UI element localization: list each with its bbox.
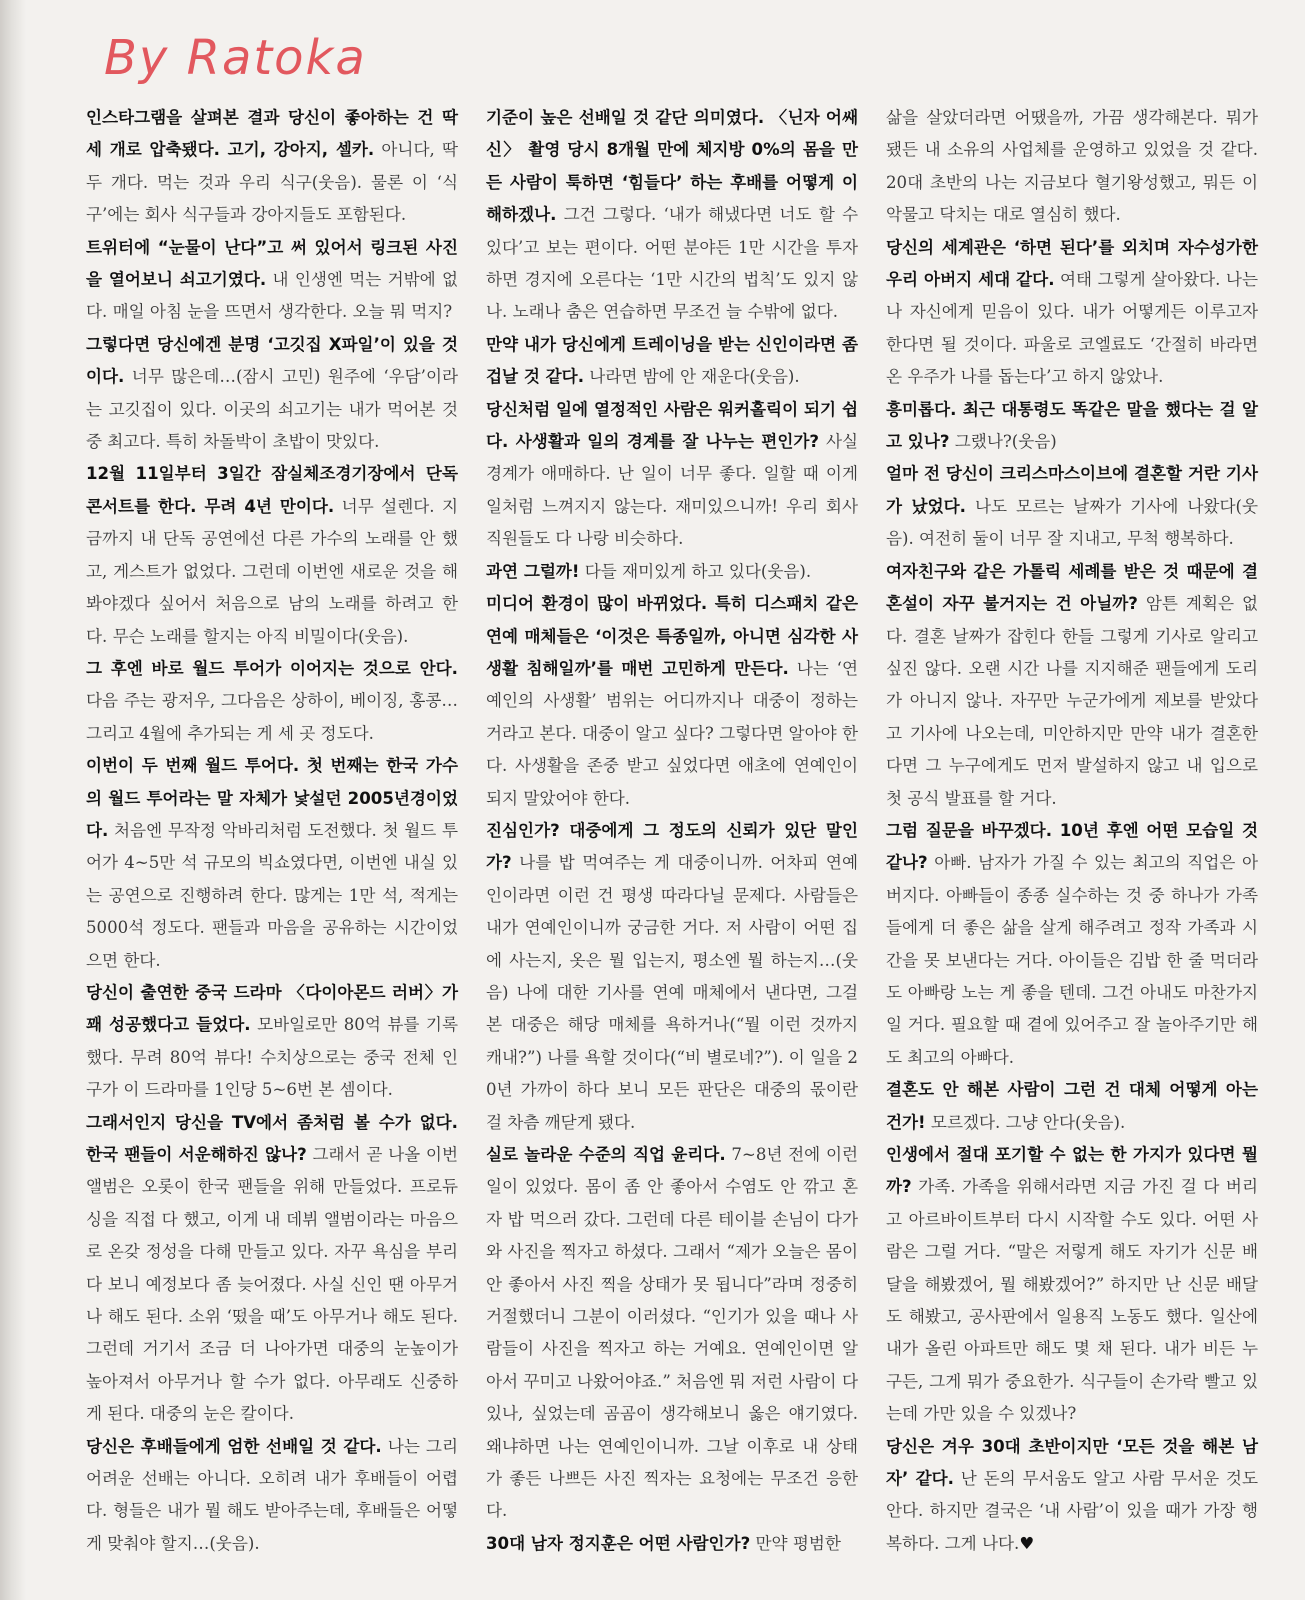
interview-question: 그렇다면 당신에겐 분명 ‘고깃집 X파일’이 있을 것이다. <box>86 334 458 387</box>
page-spine-shadow <box>0 0 26 1600</box>
interview-paragraph <box>86 102 458 232</box>
interview-answer: 가족. 가족을 위해서라면 지금 가진 걸 다 버리고 아르바이트부터 다시 시작할 수도 있다. 어떤 사람은 그럴 거다. “말은 저렇게 해도 자기가 신문 배달을 해봤겠어, 뭘 해봤겠어?” 하지만 난 신문 배달도 해봤고, 공사판에서 일용직 노동도 했다. 일산에 내가 올린 아파트만 해도 몇 채 된다. 내가 비든 누구든, 그게 뭐가 중요한가. 식구들이 손가락 빨고 있는데 가만 있을 수 있겠나? <box>886 1177 1258 1424</box>
interview-answer: 나는 그리 어려운 선배는 아니다. 오히려 내가 후배들이 어렵다. 형들은 내가 뭘 해도 받아주는데, 후배들은 어떻게 맞춰야 할지…(웃음). <box>86 1436 458 1553</box>
interview-answer: 암튼 계획은 없다. 결혼 날짜가 잡힌다 한들 그렇게 기사로 알리고 싶진 않다. 오랜 시간 나를 지지해준 팬들에게 도리가 아니지 않나. 자꾸만 누군가에게 제보를 받았다고 기사에 나오는데, 미안하지만 만약 내가 결혼한다면 그 누구에게도 먼저 발설하지 않고 내 입으로 첫 공식 발표를 할 거다. <box>886 594 1258 808</box>
interview-paragraph <box>886 232 1258 394</box>
interview-paragraph <box>486 329 858 394</box>
interview-answer: 나를 밥 먹여주는 게 대중이니까. 어차피 연예인이라면 이런 건 평생 따라다닐 문제다. 사람들은 내가 연예인이니까 궁금한 거다. 저 사람이 어떤 집에 사는지, 옷은 뭘 입는지, 평소엔 뭘 하는지…(웃음) 나에 대한 기사를 연예 매체에서 낸다면, 그걸 본 대중은 해당 매체를 욕하거나(“뭘 이런 것까지 캐내?”) 나를 욕할 것이다(“비 별로네?”). 이 일을 20년 가까이 하다 보니 모든 판단은 대중의 몫이란 걸 차츰 깨닫게 됐다. <box>486 853 858 1132</box>
interview-paragraph <box>86 458 458 652</box>
interview-paragraph <box>886 1431 1258 1561</box>
interview-paragraph <box>886 1139 1258 1431</box>
interview-paragraph <box>886 556 1258 815</box>
byline: By Ratoka <box>104 30 367 86</box>
interview-answer: 여태 그렇게 살아왔다. 나는 나 자신에게 믿음이 있다. 내가 어떻게든 이루고자 한다면 될 것이다. 파울로 코엘료도 ‘간절히 바라면 온 우주가 나를 돕는다’고 하지 않았나. <box>886 270 1258 387</box>
interview-question: 여자친구와 같은 가톨릭 세례를 받은 것 때문에 결혼설이 자꾸 불거지는 건 아닐까? <box>886 561 1258 614</box>
interview-question: 당신처럼 일에 열정적인 사람은 워커홀릭이 되기 쉽다. 사생활과 일의 경계를 잘 나누는 편인가? <box>486 399 858 452</box>
interview-paragraph <box>886 815 1258 1074</box>
interview-paragraph <box>86 1431 458 1561</box>
column-3 <box>886 102 1258 1560</box>
interview-question: 과연 그럴까! <box>486 561 580 581</box>
interview-paragraph <box>886 1074 1258 1139</box>
article-body <box>86 102 1258 1560</box>
interview-question: 인생에서 절대 포기할 수 없는 한 가지가 있다면 뭘까? <box>886 1145 1258 1197</box>
interview-paragraph <box>486 556 858 588</box>
interview-answer: 아빠. 남자가 가질 수 있는 최고의 직업은 아버지다. 아빠들이 종종 실수하는 것 중 하나가 가족들에게 더 좋은 삶을 살게 해주려고 정작 가족과 시간을 못 보낸다는 거다. 아이들은 김밥 한 줄 먹더라도 아빠랑 노는 게 좋을 텐데. 그건 아내도 마찬가지일 거다. 필요할 때 곁에 있어주고 잘 놀아주기만 해도 최고의 아빠다. <box>886 853 1258 1067</box>
interview-answer: 모바일로만 80억 뷰를 기록했다. 무려 80억 뷰다! 수치상으로는 중국 전체 인구가 이 드라마를 1인당 5~6번 본 셈이다. <box>86 1015 458 1100</box>
interview-question: 결혼도 안 해본 사람이 그런 건 대체 어떻게 아는 건가! <box>886 1080 1258 1132</box>
interview-paragraph <box>486 588 858 815</box>
interview-question: 흥미롭다. 최근 대통령도 똑같은 말을 했다는 걸 알고 있나? <box>886 399 1258 452</box>
interview-answer: 모르겠다. 그냥 안다(웃음). <box>925 1112 1126 1132</box>
interview-answer: 삶을 살았더라면 어땠을까, 가끔 생각해본다. 뭐가 됐든 내 소유의 사업체를 운영하고 있었을 것 같다. 20대 초반의 나는 지금보다 혈기왕성했고, 뭐든 이 악물고 닥치는 대로 열심히 했다. <box>886 108 1258 225</box>
interview-answer: 너무 많은데…(잠시 고민) 원주에 ‘우담’이라는 고깃집이 있다. 이곳의 쇠고기는 내가 먹어본 것 중 최고다. 특히 차돌박이 초밥이 맛있다. <box>86 367 458 452</box>
interview-answer: 아니다, 딱 두 개다. 먹는 것과 우리 식구(웃음). 물론 이 ‘식구’에는 회사 식구들과 강아지들도 포함된다. <box>86 140 458 225</box>
interview-answer: 다음 주는 광저우, 그다음은 상하이, 베이징, 홍콩… 그리고 4월에 추가되는 게 세 곳 정도다. <box>86 691 458 743</box>
interview-paragraph <box>486 1139 858 1528</box>
interview-answer: 난 돈의 무서움도 알고 사람 무서운 것도 안다. 하지만 결국은 ‘내 사람’이 있을 때가 가장 행복하다. 그게 나다. <box>886 1469 1258 1553</box>
interview-paragraph <box>486 102 858 329</box>
interview-question: 그 후엔 바로 월드 투어가 이어지는 것으로 안다. <box>86 658 458 678</box>
interview-question: 기준이 높은 선배일 것 같단 의미였다. 〈닌자 어쌔신〉 촬영 당시 8개월 만에 체지방 0%의 몸을 만든 사람이 툭하면 ‘힘들다’ 하는 후배를 어떻게 이해하겠나. <box>486 108 858 225</box>
interview-answer: 7~8년 전에 이런 일이 있었다. 몸이 좀 안 좋아서 수염도 안 깎고 혼자 밥 먹으러 갔다. 그런데 다른 테이블 손님이 다가와 사진을 찍자고 하셨다. 그래서 “제가 오늘은 몸이 안 좋아서 사진 찍을 상태가 못 됩니다”라며 정중히 거절했더니 그분이 이러셨다. “인기가 있을 때나 사람들이 사진을 찍자고 하는 거예요. 연예인이면 알아서 꾸미고 나왔어야죠.” 처음엔 뭐 저런 사람이 다 있나, 싶었는데 곰곰이 생각해보니 옳은 얘기였다. 왜냐하면 나는 연예인이니까. 그날 이후로 내 상태가 좋든 나쁘든 사진 찍자는 요청에는 무조건 응한다. <box>486 1145 859 1521</box>
interview-paragraph <box>886 458 1258 555</box>
interview-question: 그래서인지 당신을 TV에서 좀처럼 볼 수가 없다. 한국 팬들이 서운해하진 않나? <box>86 1112 458 1164</box>
interview-question: 실로 놀라운 수준의 직업 윤리다. <box>486 1145 726 1164</box>
interview-question: 당신이 출연한 중국 드라마 〈다이아몬드 러버〉가 꽤 성공했다고 들었다. <box>86 982 458 1035</box>
interview-question: 12월 11일부터 3일간 잠실체조경기장에서 단독 콘서트를 한다. 무려 4년 만이다. <box>86 464 458 516</box>
interview-paragraph <box>486 815 858 1139</box>
interview-question: 이번이 두 번째 월드 투어다. 첫 번째는 한국 가수의 월드 투어라는 말 자체가 낯설던 2005년경이었다. <box>86 756 458 840</box>
interview-question: 만약 내가 당신에게 트레이닝을 받는 신인이라면 좀 겁날 것 같다. <box>486 334 858 387</box>
interview-answer: 그랬나?(웃음) <box>949 432 1057 452</box>
interview-question: 진심인가? 대중에게 그 정도의 신뢰가 있단 말인가? <box>486 820 858 873</box>
interview-answer: 나는 ‘연예인의 사생활’ 범위는 어디까지나 대중이 정하는 거라고 본다. 대중이 알고 싶다? 그렇다면 알아야 한다. 사생활을 존중 받고 싶었다면 애초에 연예인이 되지 말았어야 한다. <box>486 658 858 808</box>
interview-paragraph <box>886 394 1258 459</box>
heart-icon: ♥ <box>1019 1533 1035 1553</box>
interview-question: 미디어 환경이 많이 바뀌었다. 특히 디스패치 같은 연예 매체들은 ‘이것은 특종일까, 아니면 심각한 사생활 침해일까’를 매번 고민하게 만든다. <box>486 594 858 678</box>
interview-answer: 그건 그렇다. ‘내가 해냈다면 너도 할 수 있다’고 보는 편이다. 어떤 분야든 1만 시간을 투자하면 경지에 오른다는 ‘1만 시간의 법칙’도 있지 않나. 노래나 춤은 연습하면 무조건 늘 수밖에 없다. <box>486 205 858 322</box>
interview-answer: 만약 평범한 <box>750 1533 841 1553</box>
interview-answer: 사실 경계가 애매하다. 난 일이 너무 좋다. 일할 때 이게 일처럼 느껴지지 않는다. 재미있으니까! 우리 회사 직원들도 다 나랑 비슷하다. <box>486 432 859 549</box>
interview-question: 당신은 후배들에게 엄한 선배일 것 같다. <box>86 1436 382 1456</box>
interview-paragraph <box>86 653 458 750</box>
interview-answer: 다들 재미있게 하고 있다(웃음). <box>579 561 812 581</box>
interview-answer: 나라면 밤에 안 재운다(웃음). <box>584 367 800 387</box>
interview-question: 인스타그램을 살펴본 결과 당신이 좋아하는 건 딱 세 개로 압축됐다. 고기, 강아지, 셀카. <box>86 108 458 160</box>
interview-answer: 내 인생엔 먹는 거밖에 없다. 매일 아침 눈을 뜨면서 생각한다. 오늘 뭐 먹지? <box>86 270 458 322</box>
interview-paragraph <box>86 232 458 329</box>
interview-paragraph <box>86 329 458 459</box>
column-1 <box>86 102 458 1560</box>
interview-question: 그럼 질문을 바꾸겠다. 10년 후엔 어떤 모습일 것 같나? <box>886 820 1258 873</box>
interview-answer: 너무 설렌다. 지금까지 내 단독 공연에선 다른 가수의 노래를 안 했고, 게스트가 없었다. 그런데 이번엔 새로운 것을 해봐야겠다 싶어서 처음으로 남의 노래를 하려고 한다. 무슨 노래를 할지는 아직 비밀이다(웃음). <box>86 496 458 646</box>
column-2 <box>486 102 858 1560</box>
interview-paragraph <box>486 1528 858 1560</box>
interview-answer: 그래서 곧 나올 이번 앨범은 오롯이 한국 팬들을 위해 만들었다. 프로듀싱을 직접 다 했고, 이게 내 데뷔 앨범이라는 마음으로 온갖 정성을 다해 만들고 있다. 자꾸 욕심을 부리다 보니 예정보다 좀 늦어졌다. 사실 신인 땐 아무거나 해도 된다. 소위 ‘떴을 때’도 아무거나 해도 된다. 그런데 거기서 조금 더 나아가면 대중의 눈높이가 높아져서 아무거나 할 수가 없다. 아무래도 신중하게 된다. 대중의 눈은 칼이다. <box>86 1145 458 1424</box>
interview-paragraph <box>86 977 458 1107</box>
interview-answer: 처음엔 무작정 악바리처럼 도전했다. 첫 월드 투어가 4~5만 석 규모의 빅쇼였다면, 이번엔 내실 있는 공연으로 진행하려 한다. 많게는 1만 석, 적게는 5000석 정도다. 팬들과 마음을 공유하는 시간이었으면 한다. <box>86 820 458 970</box>
interview-question: 30대 남자 정지훈은 어떤 사람인가? <box>486 1533 751 1553</box>
interview-paragraph <box>86 750 458 977</box>
interview-paragraph <box>486 394 858 556</box>
interview-question: 당신은 겨우 30대 초반이지만 ‘모든 것을 해본 남자’ 같다. <box>886 1436 1258 1489</box>
interview-question: 트위터에 “눈물이 난다”고 써 있어서 링크된 사진을 열어보니 쇠고기였다. <box>86 237 458 290</box>
interview-paragraph <box>86 1107 458 1431</box>
interview-answer: 나도 모르는 날짜가 기사에 나왔다(웃음). 여전히 둘이 너무 잘 지내고, 무척 행복하다. <box>886 496 1258 549</box>
interview-question: 얼마 전 당신이 크리스마스이브에 결혼할 거란 기사가 났었다. <box>886 464 1258 516</box>
interview-question: 당신의 세계관은 ‘하면 된다’를 외치며 자수성가한 우리 아버지 세대 같다. <box>886 237 1258 290</box>
interview-paragraph <box>886 102 1258 232</box>
